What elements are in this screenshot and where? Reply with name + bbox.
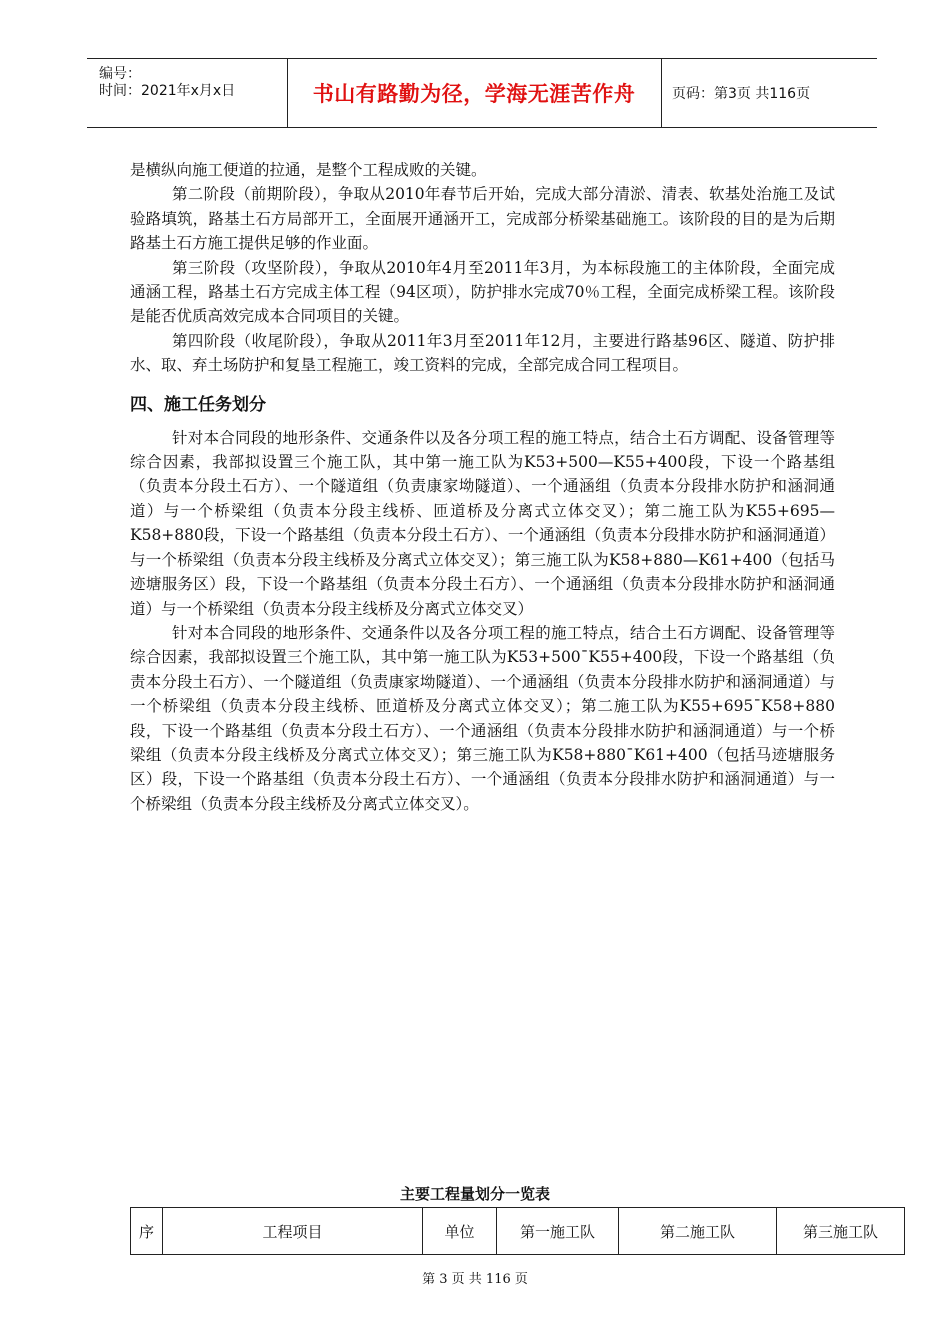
- document-number-label: 编号：: [99, 66, 141, 82]
- table-header-cell: 单位: [423, 1208, 497, 1254]
- table-title: 主要工程量划分一览表: [399, 1185, 550, 1203]
- header-motto: 书山有路勤为径，学海无涯苦作舟: [312, 82, 636, 106]
- page-footer: 第 3 页 共 116 页: [422, 1272, 528, 1287]
- header-motto-cell: [287, 59, 662, 127]
- body-paragraph: 针对本合同段的地形条件、交通条件以及各分项工程的施工特点，结合土石方调配、设备管理等综合因素，我部拟设置三个施工队，其中第一施工队为K53+500¯K55+400段，下设一个路基组（负责本分段土石方）、一个隧道组（负责康家坳隧道）、一个通涵组（负责本分段排水防护和涵洞通道）与一个桥梁组（负责本分段主线桥、匝道桥及分离式立体交叉）；第二施工队为K55+695¯K58+880段，下设一个路基组（负责本分段土石方）、一个通涵组（负责本分段排水防护和涵洞通道）与一个桥梁组（负责本分段主线桥及分离式立体交叉）；第三施工队为K58+880¯K61+400（包括马迹塘服务区）段，下设一个路基组（负责本分段土石方）、一个通涵组（负责本分段排水防护和涵洞通道）与一个桥梁组（负责本分段主线桥及分离式立体交叉）。: [130, 623, 835, 813]
- header-page-info: 页码：第3页 共116页: [672, 86, 811, 102]
- body-paragraph: 是横纵向施工便道的拉通，是整个工程成败的关键。: [130, 161, 487, 179]
- header-page-cell: [662, 59, 877, 127]
- body-paragraph: 第四阶段（收尾阶段），争取从2011年3月至2011年12月，主要进行路基96区、隧道、防护排水、取、弃土场防护和复垦工程施工，竣工资料的完成，全部完成合同工程项目。: [130, 331, 835, 375]
- workload-table-header-row: [130, 1207, 905, 1255]
- table-header-cell: 第二施工队: [619, 1208, 777, 1254]
- table-header-cell: 序: [131, 1208, 163, 1254]
- section-heading: 四、施工任务划分: [130, 394, 266, 415]
- table-header-cell: 第一施工队: [497, 1208, 619, 1254]
- page-header: [87, 58, 877, 128]
- body-paragraph: 针对本合同段的地形条件、交通条件以及各分项工程的施工特点，结合土石方调配、设备管理等综合因素，我部拟设置三个施工队，其中第一施工队为K53+500—K55+400段，下设一个路基组（负责本分段土石方）、一个隧道组（负责康家坳隧道）、一个通涵组（负责本分段排水防护和涵洞通道）与一个桥梁组（负责本分段主线桥、匝道桥及分离式立体交叉）；第二施工队为K55+695—K58+880段，下设一个路基组（负责本分段土石方）、一个通涵组（负责本分段排水防护和涵洞通道）与一个桥梁组（负责本分段主线桥及分离式立体交叉）；第三施工队为K58+880—K61+400（包括马迹塘服务区）段，下设一个路基组（负责本分段土石方）、一个通涵组（负责本分段排水防护和涵洞通道）与一个桥梁组（负责本分段主线桥及分离式立体交叉）: [130, 428, 835, 618]
- table-header-cell: 工程项目: [163, 1208, 423, 1254]
- body-paragraph: 第三阶段（攻坚阶段），争取从2010年4月至2011年3月，为本标段施工的主体阶段，全面完成通涵工程，路基土石方完成主体工程（94区项），防护排水完成70％工程，全面完成桥梁工程。该阶段是能否优质高效完成本合同项目的关键。: [130, 258, 835, 326]
- header-meta-cell: [87, 59, 288, 127]
- table-header-cell: 第三施工队: [802, 1222, 878, 1241]
- document-time-label: 时间：2021年x月x日: [99, 83, 236, 99]
- body-paragraph: 第二阶段（前期阶段），争取从2010年春节后开始，完成大部分清淤、清表、软基处治施工及试验路填筑，路基土石方局部开工，全面展开通涵开工，完成部分桥梁基础施工。该阶段的目的是为后期路基土石方施工提供足够的作业面。: [130, 185, 835, 253]
- document-body: [130, 158, 835, 816]
